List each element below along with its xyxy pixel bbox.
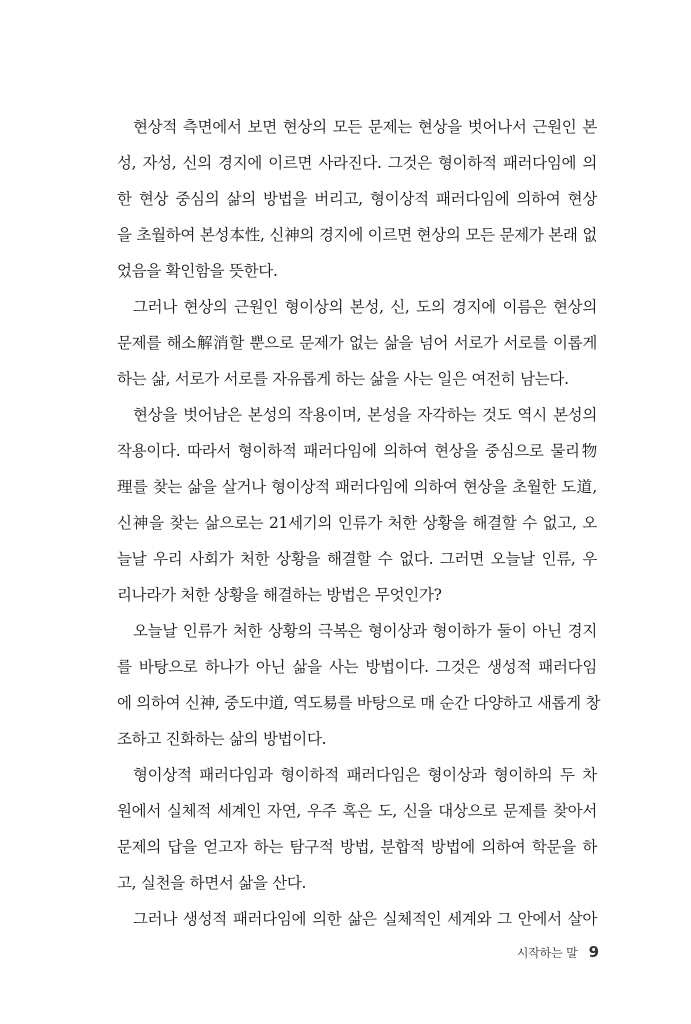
text-line: 형이상적 패러다임과 형이하적 패러다임은 형이상과 형이하의 두 차: [133, 766, 597, 784]
text-line: 理를 찾는 삶을 살거나 형이상적 패러다임에 의하여 현상을 초월한 도道,: [117, 478, 597, 496]
text-line: 었음을 확인함을 뜻한다.: [117, 262, 278, 280]
text-line: 문제의 답을 얻고자 하는 탐구적 방법, 분합적 방법에 의하여 학문을 하: [117, 838, 597, 856]
text-line: 한 현상 중심의 삶의 방법을 버리고, 형이상적 패러다임에 의하여 현상: [117, 190, 597, 208]
text-line: 늘날 우리 사회가 처한 상황을 해결할 수 없다. 그러면 오늘날 인류, 우: [117, 550, 597, 568]
page-footer: [517, 942, 599, 961]
text-line: 문제를 해소解消할 뿐으로 문제가 없는 삶을 넘어 서로가 서로를 이롭게: [117, 334, 597, 352]
text-line: 그러나 생성적 패러다임에 의한 삶은 실체적인 세계와 그 안에서 살아: [133, 910, 597, 928]
running-head: 시작하는 말: [516, 946, 578, 960]
text-line: 고, 실천을 하면서 삶을 산다.: [117, 874, 307, 892]
text-line: 성, 자성, 신의 경지에 이르면 사라진다. 그것은 형이하적 패러다임에 의: [117, 154, 597, 172]
text-line: 하는 삶, 서로가 서로를 자유롭게 하는 삶을 사는 일은 여전히 남는다.: [117, 370, 569, 388]
text-line: 신神을 찾는 삶으로는 21세기의 인류가 처한 상황을 해결할 수 없고, 오: [117, 514, 597, 532]
text-line: 조하고 진화하는 삶의 방법이다.: [117, 730, 327, 748]
text-line: 원에서 실체적 세계인 자연, 우주 혹은 도, 신을 대상으로 문제를 찾아서: [117, 802, 597, 820]
text-line: 오늘날 인류가 처한 상황의 극복은 형이상과 형이하가 둘이 아닌 경지: [133, 622, 597, 640]
text-line: 를 바탕으로 하나가 아닌 삶을 사는 방법이다. 그것은 생성적 패러다임: [117, 658, 597, 676]
text-line: 작용이다. 따라서 형이하적 패러다임에 의하여 현상을 중심으로 물리物: [117, 442, 597, 460]
text-line: 리나라가 처한 상황을 해결하는 방법은 무엇인가?: [117, 586, 442, 604]
page-number: 9: [588, 943, 599, 961]
text-line: 그러나 현상의 근원인 형이상의 본성, 신, 도의 경지에 이름은 현상의: [133, 298, 597, 316]
text-line: 현상적 측면에서 보면 현상의 모든 문제는 현상을 벗어나서 근원인 본: [133, 118, 597, 136]
text-line: 에 의하여 신神, 중도中道, 역도易를 바탕으로 매 순간 다양하고 새롭게 창: [117, 694, 601, 712]
text-line: 을 초월하여 본성本性, 신神의 경지에 이르면 현상의 모든 문제가 본래 없: [117, 226, 597, 244]
text-line: 현상을 벗어남은 본성의 작용이며, 본성을 자각하는 것도 역시 본성의: [133, 406, 597, 424]
